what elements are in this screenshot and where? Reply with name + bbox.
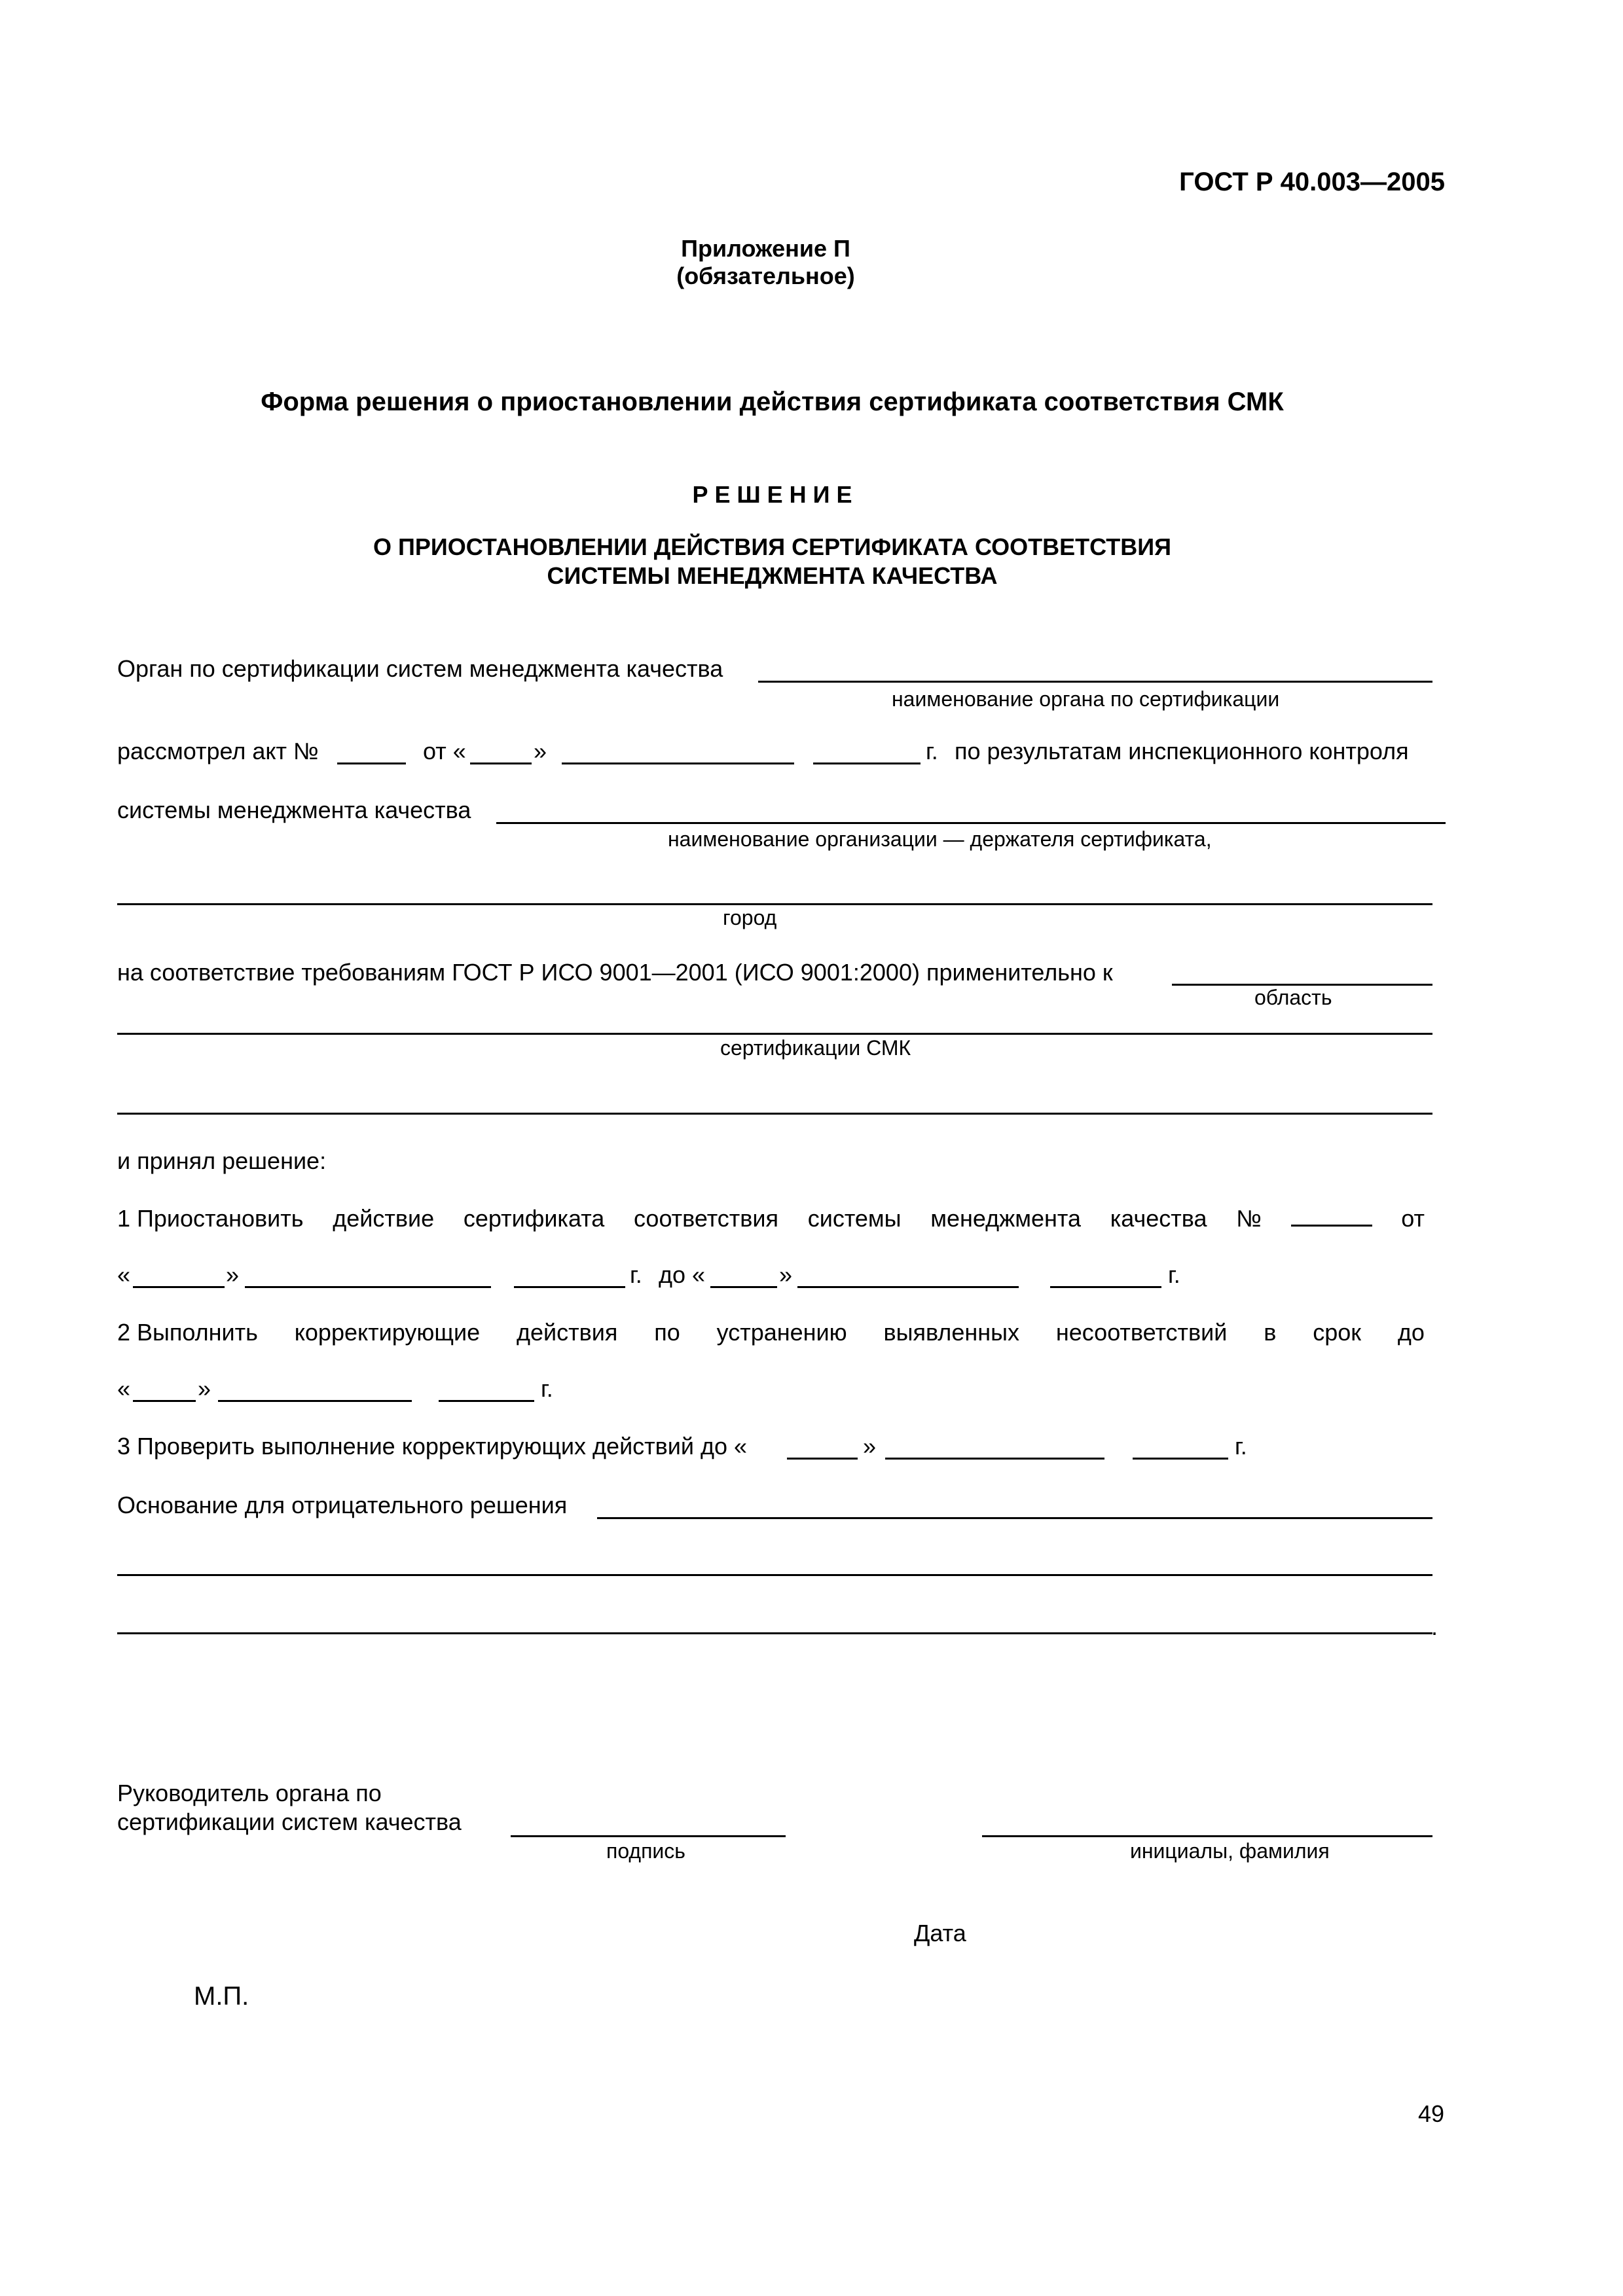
name-field[interactable]: [982, 1835, 1432, 1837]
compliance-label: на соответствие требованиям ГОСТ Р ИСО 9001—2001 (ИСО 9001:2000) применительно к: [117, 959, 1113, 986]
by-results-label: по результатам инспекционного контроля: [955, 738, 1409, 764]
decision-heading-line1: О ПРИОСТАНОВЛЕНИИ ДЕЙСТВИЯ СЕРТИФИКАТА СООТВЕТСТВИЯ: [373, 533, 1171, 560]
city-field[interactable]: [117, 903, 1432, 905]
item2-word: в: [1264, 1319, 1277, 1346]
corrective-close-quote: »: [198, 1375, 211, 1402]
city-caption: город: [723, 906, 777, 929]
holder-field[interactable]: [496, 822, 1446, 824]
suspend-day-field[interactable]: [710, 1286, 777, 1288]
cert-year-field[interactable]: [514, 1286, 625, 1288]
act-month-field[interactable]: [562, 762, 794, 764]
cert-open-quote: «: [117, 1261, 131, 1288]
item1-word: сертификата: [463, 1205, 605, 1232]
basis-field[interactable]: [597, 1517, 1432, 1519]
certificate-number-field[interactable]: [1291, 1208, 1372, 1227]
corrective-month-field[interactable]: [218, 1400, 412, 1402]
standard-number: ГОСТ Р 40.003—2005: [1179, 168, 1445, 196]
cert-close-quote: »: [226, 1261, 240, 1288]
item3-text: 3 Проверить выполнение корректирующих действий до «: [117, 1433, 748, 1460]
basis-field-line3[interactable]: [117, 1632, 1432, 1634]
decision-word: Р Е Ш Е Н И Е: [692, 481, 852, 508]
act-year-label: г.: [926, 738, 938, 764]
qms-label: системы менеджмента качества: [117, 797, 471, 823]
item1-word: соответствия: [634, 1205, 779, 1232]
check-year-label: г.: [1235, 1433, 1247, 1460]
item2-row: [117, 1321, 1425, 1344]
page-number: 49: [1418, 2100, 1445, 2127]
item1-word: 1 Приостановить: [117, 1205, 304, 1232]
suspend-month-field[interactable]: [797, 1286, 1019, 1288]
head-label-line1: Руководитель органа по: [117, 1780, 382, 1806]
signature-caption: подпись: [606, 1839, 685, 1863]
form-title: Форма решения о приостановлении действия сертификата соответствия СМК: [261, 387, 1284, 416]
check-day-field[interactable]: [787, 1458, 858, 1460]
suspend-year-label: г.: [1168, 1261, 1180, 1288]
scope-caption: сертификации СМК: [720, 1036, 911, 1060]
basis-label: Основание для отрицательного решения: [117, 1492, 568, 1518]
basis-field-line2[interactable]: [117, 1574, 1432, 1576]
item1-word: действие: [333, 1205, 435, 1232]
suspend-until-label: до «: [659, 1261, 706, 1288]
name-caption: инициалы, фамилия: [1130, 1839, 1330, 1863]
act-day-field[interactable]: [470, 762, 532, 764]
organ-caption: наименование органа по сертификации: [892, 687, 1280, 711]
item2-word: действия: [516, 1319, 618, 1346]
item2-word: выявленных: [883, 1319, 1019, 1346]
item1-word: менеджмента: [930, 1205, 1081, 1232]
head-label-line2: сертификации систем качества: [117, 1808, 462, 1835]
act-from-label: от «: [423, 738, 466, 764]
item2-word: срок: [1313, 1319, 1362, 1346]
item2-word: до: [1397, 1319, 1425, 1346]
item1-word: качества: [1110, 1205, 1207, 1232]
basis-period: .: [1431, 1613, 1438, 1640]
organ-field[interactable]: [758, 681, 1432, 683]
decided-label: и принял решение:: [117, 1147, 327, 1174]
check-close-quote: »: [863, 1433, 877, 1460]
check-month-field[interactable]: [885, 1458, 1104, 1460]
act-quote-close: »: [534, 738, 547, 764]
date-label: Дата: [914, 1920, 966, 1946]
holder-caption: наименование организации — держателя сертификата,: [668, 827, 1212, 851]
item1-row: [117, 1207, 1425, 1230]
suspend-close-quote: »: [779, 1261, 793, 1288]
cert-month-field[interactable]: [245, 1286, 491, 1288]
signature-field[interactable]: [511, 1835, 786, 1837]
cert-year-label: г.: [630, 1261, 642, 1288]
item1-word: системы: [807, 1205, 902, 1232]
cert-day-field[interactable]: [133, 1286, 225, 1288]
act-reviewed-label: рассмотрел акт №: [117, 738, 319, 764]
item1-number-sign: №: [1236, 1205, 1262, 1232]
scope-field-continued[interactable]: [117, 1113, 1432, 1115]
corrective-year-label: г.: [541, 1375, 553, 1402]
check-year-field[interactable]: [1133, 1458, 1228, 1460]
appendix-title: Приложение П: [681, 235, 850, 262]
act-year-field[interactable]: [813, 762, 921, 764]
item2-word: 2 Выполнить: [117, 1319, 258, 1346]
stamp-label: М.П.: [194, 1982, 249, 2011]
area-caption: область: [1254, 986, 1332, 1009]
item2-word: устранению: [716, 1319, 847, 1346]
item2-word: по: [654, 1319, 680, 1346]
act-number-field[interactable]: [337, 762, 406, 764]
suspend-year-field[interactable]: [1050, 1286, 1161, 1288]
decision-heading-line2: СИСТЕМЫ МЕНЕДЖМЕНТА КАЧЕСТВА: [547, 562, 998, 589]
item1-from: от: [1401, 1205, 1425, 1232]
corrective-day-field[interactable]: [133, 1400, 196, 1402]
organ-label: Орган по сертификации систем менеджмента качества: [117, 655, 723, 682]
corrective-year-field[interactable]: [439, 1400, 534, 1402]
scope-field[interactable]: [117, 1033, 1432, 1035]
item2-word: корректирующие: [294, 1319, 481, 1346]
appendix-status: (обязательное): [676, 262, 855, 289]
corrective-open-quote: «: [117, 1375, 131, 1402]
item2-word: несоответствий: [1055, 1319, 1228, 1346]
